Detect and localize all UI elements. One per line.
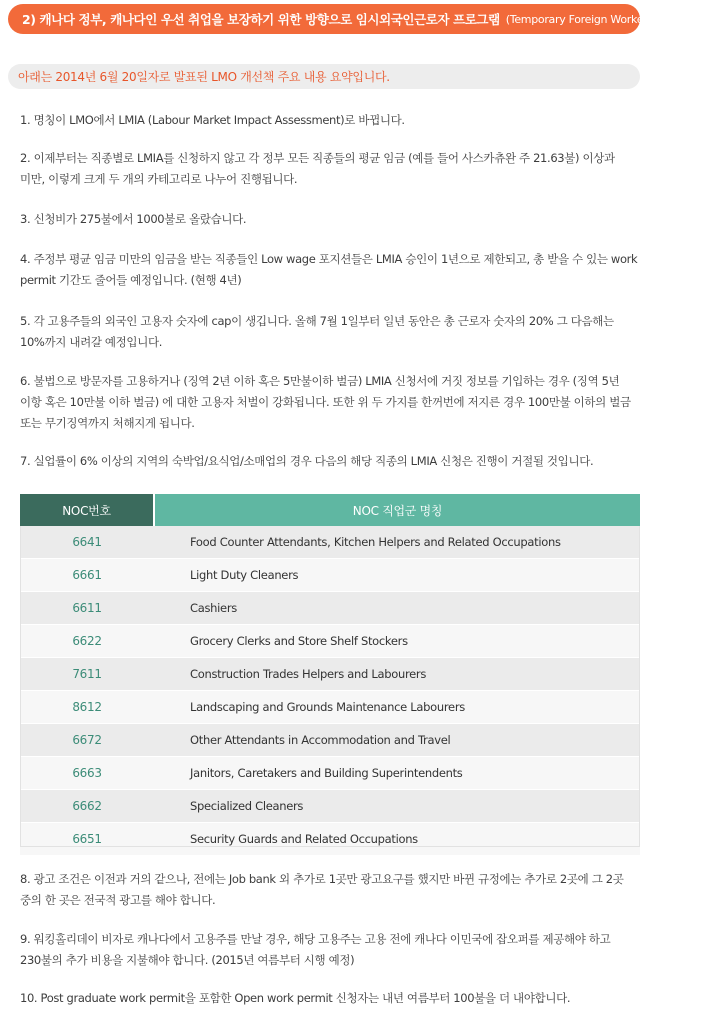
noc-occupation: Landscaping and Grounds Maintenance Labourers [154,691,640,724]
item-9: 9. 워킹홀리데이 비자로 캐나다에서 고용주를 만날 경우, 해당 고용주는 고용 전에 캐나다 이민국에 잡오퍼를 제공해야 하고 230불의 추가 비용을 지불해야 합니다. (2015년 여름부터 시행 예정) [20,932,611,967]
summary-text: 아래는 2014년 6월 20일자로 발표된 LMO 개선책 주요 내용 요약입니다. [18,70,390,84]
item-8: 8. 광고 조건은 이전과 거의 같으나, 전에는 Job bank 외 추가로 1곳만 광고요구를 했지만 바뀐 규정에는 추가로 2곳에 그 2곳 중의 한 곳은 전국적 광고를 해야 합니다. [20,872,624,907]
section-title-banner [8,4,725,34]
noc-code: 7611 [20,658,154,691]
noc-occupation: Other Attendants in Accommodation and Travel [154,724,640,757]
noc-code: 8612 [20,691,154,724]
item-5: 5. 각 고용주들의 외국인 고용자 숫자에 cap이 생깁니다. 올해 7월 1일부터 일년 동안은 총 근로자 숫자의 20% 그 다음해는 10%까지 내려갈 예정입니다. [20,314,614,349]
summary-banner [8,64,640,89]
item-3: 3. 신청비가 275불에서 1000불로 올랐습니다. [20,212,247,226]
noc-code: 6663 [20,757,154,790]
item-7: 7. 실업률이 6% 이상의 지역의 숙박업/요식업/소매업의 경우 다음의 해당 직종의 LMIA 신청은 진행이 거절될 것입니다. [20,454,594,468]
section-title-english: (Temporary Foreign Worker Program) [505,12,699,26]
table-row [20,724,640,757]
table-row [20,625,640,658]
table-row [20,691,640,724]
table-row [20,757,640,790]
noc-code: 6662 [20,790,154,823]
noc-code: 6622 [20,625,154,658]
item-10: 10. Post graduate work permit을 포함한 Open work permit 신청자는 내년 여름부터 100불을 더 내야합니다. [20,991,571,1005]
table-row [20,658,640,691]
section-title: 2) 캐나다 정부, 캐나다인 우선 취업을 보장하기 위한 방향으로 임시외국인근로자 프로그램 [22,12,500,27]
noc-occupation: Construction Trades Helpers and Labourers [154,658,640,691]
noc-table [20,494,640,856]
noc-occupation: Grocery Clerks and Store Shelf Stockers [154,625,640,658]
noc-name-header: NOC 직업군 명칭 [154,494,640,526]
noc-occupation: Security Guards and Related Occupations [154,823,640,856]
noc-code: 6611 [20,592,154,625]
noc-occupation: Cashiers [154,592,640,625]
noc-table-header-row [20,494,640,526]
noc-code: 6641 [20,526,154,559]
noc-occupation: Specialized Cleaners [154,790,640,823]
item-6: 6. 불법으로 방문자를 고용하거나 (징역 2년 이하 혹은 5만불이하 벌금) LMIA 신청서에 거짓 정보를 기입하는 경우 (징역 5년 이항 혹은 10만불 이하 벌금) 에 대한 고용자 처벌이 강화됩니다. 또한 위 두 가지를 한꺼번에 저지른 경우 100만불 이하의 벌금 또는 무기징역까지 처해지게 됩니다. [20,374,631,430]
noc-code: 6661 [20,559,154,592]
noc-code: 6651 [20,823,154,856]
section-title-suffix: 정비 [701,12,725,27]
noc-code-header: NOC번호 [20,494,154,526]
item-4: 4. 주정부 평균 임금 미만의 임금을 받는 직종들인 Low wage 포지션들은 LMIA 승인이 1년으로 제한되고, 총 받을 수 있는 work permit 기간도 줄어들 예정입니다. (현행 4년) [20,252,638,287]
item-1: 1. 명칭이 LMO에서 LMIA (Labour Market Impact Assessment)로 바뀝니다. [20,113,405,127]
table-row [20,592,640,625]
noc-code: 6672 [20,724,154,757]
noc-occupation: Light Duty Cleaners [154,559,640,592]
table-row [20,526,640,559]
item-2: 2. 이제부터는 직종별로 LMIA를 신청하지 않고 각 정부 모든 직종들의 평균 임금 (예를 들어 사스카츄완 주 21.63불) 이상과 미만, 이렇게 크게 두 개의 카테고리로 나누어 진행됩니다. [20,151,615,186]
table-row [20,559,640,592]
noc-occupation: Food Counter Attendants, Kitchen Helpers and Related Occupations [154,526,640,559]
noc-occupation: Janitors, Caretakers and Building Superintendents [154,757,640,790]
table-row [20,823,640,856]
table-row [20,790,640,823]
